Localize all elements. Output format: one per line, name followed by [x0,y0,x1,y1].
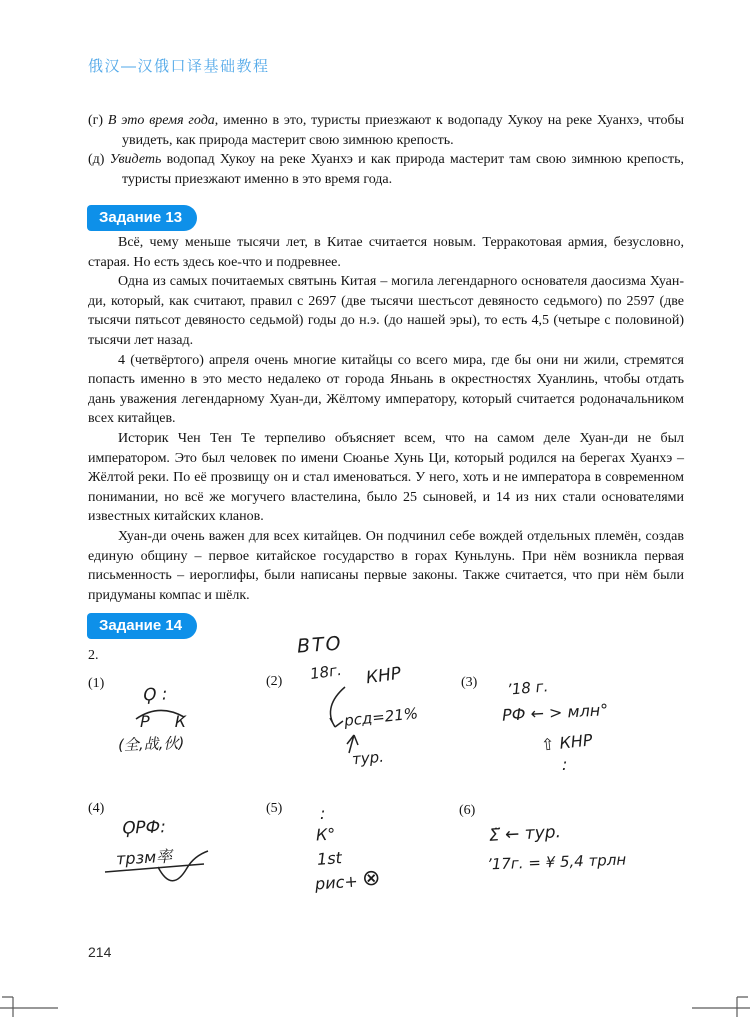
handwriting-note: ’17г. = ¥ 5,4 трлн [486,850,627,874]
cell-label-4: (4) [88,801,105,816]
cell-label-1: (1) [88,676,105,691]
list-item [88,150,684,189]
item-text: водопад Хукоу на реке Хуанхэ и как природа мастерит там свою зимнюю крепость, туристы приезжают именно в это время года. [122,152,684,187]
cell-label-5: (5) [266,801,283,816]
item-lead: Увидеть [109,152,162,168]
handwriting-note: Р К [140,712,197,731]
handwriting-note: : [562,755,568,774]
handwriting-note: 1st [316,848,343,869]
cell-label-2: (2) [266,674,283,689]
handwriting-note: рсд=21% [343,704,419,730]
handwriting-note: 18г. [308,660,343,684]
list-item [88,111,684,150]
paragraph: Хуан-ди очень важен для всех китайцев. Он подчинил себе вождей отдельных племён, создав единую общину – первое китайское государство в горах Куньлунь. При нём возникла первая письменность – иероглифы, были написаны первые законы. Также считается, что при нём были придуманы компас и шёлк. [88,528,684,603]
paragraph: 4 (четвёртого) апреля очень многие китайцы со всего мира, где бы они ни жили, стремятся попасть именно в это место недалеко от города Яньань в окрестностях Хуанлинь, чтобы отдать дань уважения легендарному Хуан-ди, Жёлтому императору, который считается родоначальником всех китайцев. [88,352,684,427]
handwriting-note: (全,战,伙) [117,733,185,755]
paragraph: Всё, чему меньше тысячи лет, в Китае считается новым. Терракотовая армия, безусловно, старая. Но есть здесь кое-что и подревнее. [88,235,684,270]
paragraph: Одна из самых почитаемых святынь Китая – могила легендарного основателя даосизма Хуан-ди, который, как считают, правил с 2697 (две тысячи шестьсот девяносто седьмого) по 2597 (две тысячи пятьсот девяносто седьмой) годы до н.э. (до нашей эры), то есть 4,5 (четыре с половиной) тысячи лет назад. [88,274,684,348]
section-number: 2. [88,648,99,663]
crop-mark-bottom-left [0,997,58,1017]
handwriting-note: трзм率 [115,846,173,869]
handwriting-note: РФ ← > млн° [501,700,609,725]
handwriting-note: рис+ [314,871,359,894]
handwriting-note: тур. [351,747,385,769]
handwriting-note: ВТО [296,632,344,658]
handwriting-note: К° [315,824,336,845]
circled-x-symbol: ⊗ [362,866,381,891]
handwriting-note: КНР [364,663,403,689]
page-header-title: 俄汉—汉俄口译基础教程 [88,58,270,75]
handwriting-note: : [320,804,326,823]
handwriting-note: ϘРФ: [121,817,167,839]
cell-label-3: (3) [461,675,478,690]
item-text: , именно в это, туристы приезжают к водопаду Хукоу на реке Хуанхэ, чтобы увидеть, как природа мастерит свою зимнюю крепость. [122,113,684,148]
cell-label-6: (6) [459,803,476,818]
task-14-badge: Задание 14 [87,613,197,639]
page-number: 214 [88,944,112,960]
item-label: (г) [88,113,104,128]
handwriting-note: ⇧ КНР [540,730,594,755]
curved-down-arrow [330,687,345,727]
item-lead: В это время года [107,113,215,128]
task-13-badge: Задание 13 [87,205,197,231]
handwriting-note: ’18 г. [506,677,549,699]
item-label: (д) [88,152,105,168]
paragraph: Историк Чен Тен Те терпеливо объясняет всем, что на самом деле Хуан-ди не был императором. Это был человек по имени Сюанье Хунь Ци, который родился на берегах Хуанхэ – Жёлтой реки. По её прозвищу он и стал именоваться. У него, хоть и не императора в современном понимании, но всё же могучего властелина, было 25 сыновей, и 14 из них стали основателями известных китайских кланов. [88,430,684,525]
intro-list [88,111,684,189]
handwriting-note: Ϙ : [142,684,169,706]
task-13-text [88,233,684,605]
crop-mark-bottom-right [692,997,750,1017]
handwriting-note: Σ̈ ← тур. [488,822,562,846]
